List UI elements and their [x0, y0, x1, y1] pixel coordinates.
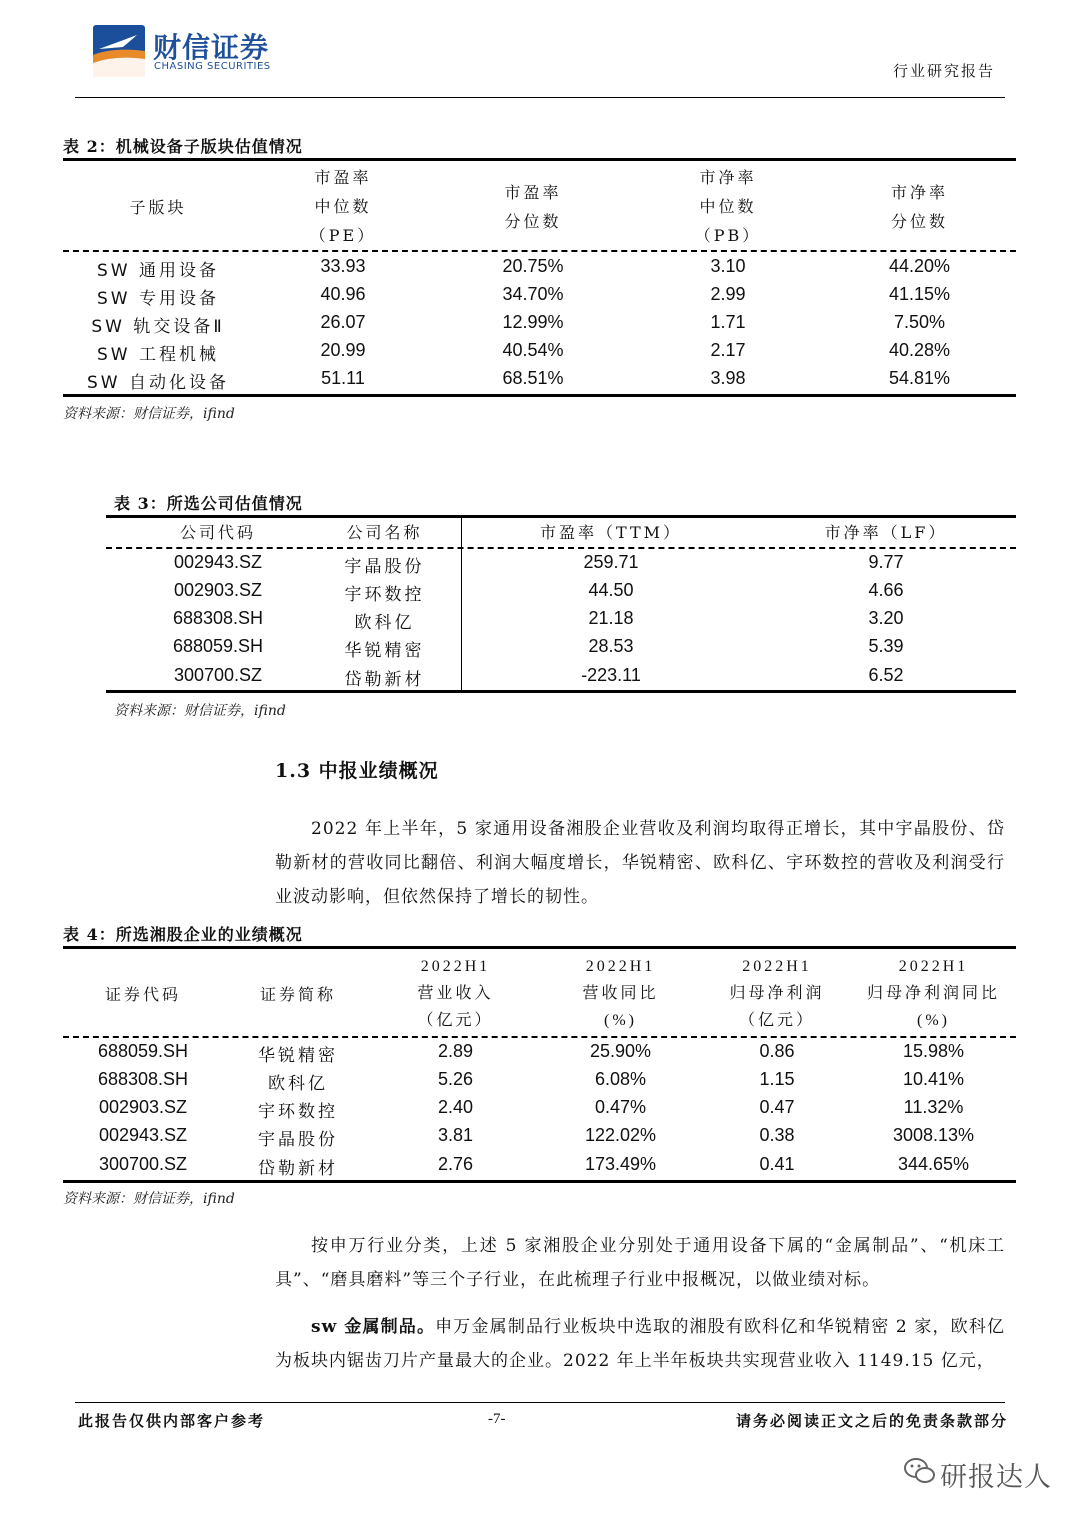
- table4-header-revenue: 2022H1 营业收入 （亿元）: [417, 958, 494, 1029]
- table2-header-pe-median: 市盈率 中位数 （PE）: [309, 168, 377, 245]
- table2-bottom-rule: [63, 394, 1016, 397]
- table4-top-rule: [63, 946, 1016, 949]
- table3-source: 资料来源：财信证券，ifind: [114, 703, 286, 719]
- table4-bottom-rule: [63, 1180, 1016, 1183]
- table4-header-net-profit: 2022H1 归母净利润 （亿元）: [729, 958, 825, 1029]
- table4-header-revenue-yoy: 2022H1 营收同比 (%): [582, 958, 659, 1029]
- table4-header-name: 证券简称: [259, 985, 336, 1004]
- table4-header-net-profit-yoy: 2022H1 归母净利润同比 (%): [866, 958, 1000, 1029]
- table2-source: 资料来源：财信证券，ifind: [63, 406, 235, 422]
- table3-header-rule: [106, 547, 1016, 549]
- page-number: -7-: [488, 1411, 506, 1427]
- table3-bottom-rule: [106, 690, 1016, 693]
- table2-header-pb-median: 市净率 中位数 （PB）: [694, 168, 762, 245]
- footer-disclaimer-right: 请务必阅读正文之后的免责条款部分: [736, 1412, 1009, 1430]
- section-paragraph: 2022 年上半年，5 家通用设备湘股企业营收及利润均取得正增长，其中宇晶股份、岱勒新材的营收同比翻倍、利润大幅度增长，华锐精密、欧科亿、宇环数控的营收及利润受行业波动影响，但依然保持了增长的韧性。: [275, 819, 1005, 907]
- logo-english-name: CHASING SECURITIES: [154, 61, 271, 72]
- body-paragraph-1: 按申万行业分类，上述 5 家湘股企业分别处于通用设备下属的“金属制品”、“机床工具”、“磨具磨料”等三个子行业，在此梳理子行业中报概况，以做业绩对标。: [275, 1236, 1005, 1290]
- table4-header-rule: [63, 1036, 1016, 1038]
- report-type: 行业研究报告: [893, 62, 996, 80]
- table3-header-pb-lf: 市净率（LF）: [824, 523, 948, 542]
- table3-header-code: 公司代码: [179, 523, 256, 542]
- table3-header-name: 公司名称: [346, 523, 423, 542]
- table3-caption: 表 3：所选公司估值情况: [114, 494, 303, 513]
- table4-header-code: 证券代码: [104, 985, 181, 1004]
- table2-header-sub-sector: 子版块: [129, 198, 187, 217]
- footer-divider: [75, 1402, 1005, 1403]
- company-logo: [93, 25, 145, 77]
- wechat-icon: [903, 1456, 937, 1486]
- section-title: 1.3 中报业绩概况: [275, 760, 439, 782]
- body-paragraph-2-lead: sw 金属制品。: [311, 1317, 436, 1337]
- table4-source: 资料来源：财信证券，ifind: [63, 1191, 235, 1207]
- table4-caption: 表 4：所选湘股企业的业绩概况: [63, 925, 303, 944]
- logo-chinese-name: 财信证券: [153, 31, 270, 64]
- watermark-text: 研报达人: [940, 1462, 1052, 1493]
- table3-header-pe-ttm: 市盈率（TTM）: [539, 523, 683, 542]
- table2-header-rule: [63, 250, 1016, 252]
- body-paragraph-2: [275, 1310, 1005, 1378]
- footer-disclaimer-left: 此报告仅供内部客户参考: [78, 1412, 266, 1430]
- body-paragraph-2-text: 申万金属制品行业板块中选取的湘股有欧科亿和华锐精密 2 家，欧科亿为板块内锯齿刀片产量最大的企业。2022 年上半年板块共实现营业收入 1149.15 亿元，: [275, 1317, 1005, 1371]
- table2-header-pe-percentile: 市盈率 分位数: [504, 183, 562, 231]
- table2-caption: 表 2：机械设备子版块估值情况: [63, 137, 303, 156]
- header-divider: [75, 97, 1005, 98]
- table2-top-rule: [63, 158, 1016, 161]
- table2-header-pb-percentile: 市净率 分位数: [890, 183, 948, 231]
